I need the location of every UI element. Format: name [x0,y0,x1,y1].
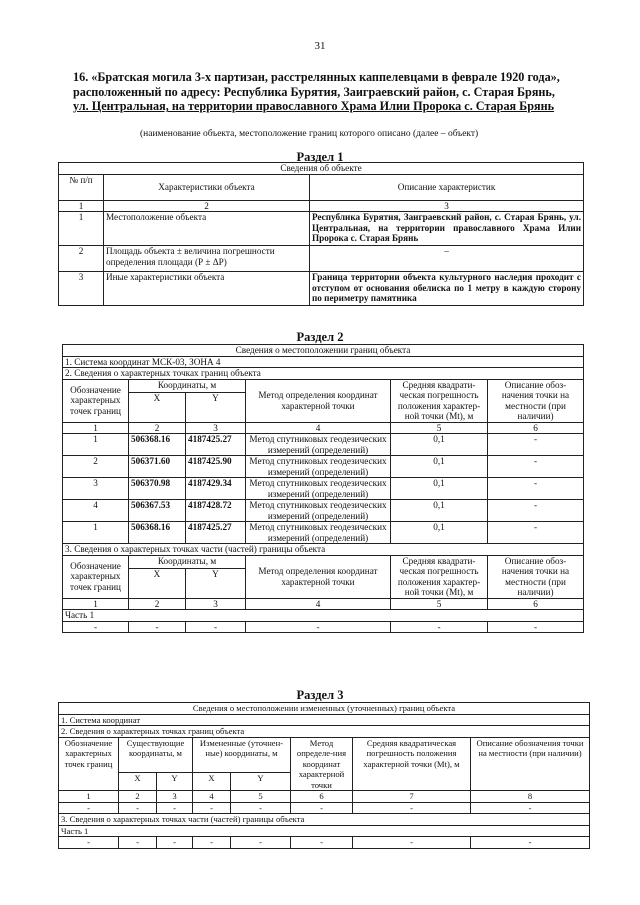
point-descr: - [488,456,584,478]
dash-cell: - [119,802,157,814]
point-x: 506371.60 [129,456,186,478]
s2-col-y: Y [186,392,246,422]
point-x: 506367.53 [129,500,186,522]
table-row [63,621,584,633]
point-descr: - [488,434,584,456]
s2p-idx: 2 [129,598,186,610]
s2p-idx: 5 [391,598,488,610]
s2p-col-coords: Координаты, м [129,555,246,568]
s3-idx: 3 [157,791,193,803]
point-y: 4187428.72 [186,500,246,522]
table-row [63,456,584,478]
s2-col-mt: Средняя квадрати-ческая погрешность положения характер-ной точки (Mt), м [391,379,488,422]
dash-cell: - [291,837,353,849]
point-mt: 0,1 [391,456,488,478]
point-id: 4 [63,500,129,522]
s2-idx: 5 [391,422,488,434]
s3-col-mt: Средняя квадратическая погрешность положения характерной точки (Mt), м [353,737,471,791]
dash-cell: - [193,837,231,849]
point-y: 4187429.34 [186,478,246,500]
s1-col-char: Характеристики объекта [104,174,310,200]
s2p-col-method: Метод определения координат характерной точки [246,555,391,598]
s3-part-label: Часть 1 [59,825,590,837]
s3-points-caption: 2. Сведения о характерных точках границ объекта [59,726,590,738]
s2-col-designation: Обозначение характерных точек границ [63,379,129,422]
point-x: 506368.16 [129,522,186,544]
point-descr: - [488,478,584,500]
point-mt: 0,1 [391,434,488,456]
point-method: Метод спутниковых геодезических измерений (определений) [246,456,391,478]
s3-idx: 2 [119,791,157,803]
point-mt: 0,1 [391,500,488,522]
s1-cell: Местоположение объекта [104,212,310,246]
s3-col-method: Метод определе-ния координат характерной точки [291,737,353,791]
table-row [59,212,584,246]
s3-idx: 8 [471,791,590,803]
s2p-idx: 4 [246,598,391,610]
s2-system: 1. Система координат МСК-03, ЗОНА 4 [63,356,584,368]
s2-col-x: X [129,392,186,422]
s2-col-descr: Описание обоз-начения точки на местности (при наличии) [488,379,584,422]
s1-idx: 2 [104,200,310,212]
dash-cell: - [353,802,471,814]
s2p-col-mt: Средняя квадрати-ческая погрешность положения характер-ной точки (Mt), м [391,555,488,598]
point-y: 4187425.27 [186,434,246,456]
s1-cell: Иные характеристики объекта [104,272,310,306]
s1-cell: 2 [59,246,104,272]
table-row [59,272,584,306]
table-row [59,802,590,814]
s1-cell: Граница территории объекта культурного наследия проходит с отступом от основания обелиска по 1 метру в каждую сторону по периметру памятника [310,272,584,306]
s3-col-y2: Y [231,772,291,790]
s1-cell: Республика Бурятия, Заиграевский район, с. Старая Брянь, ул. Центральная, на территории православного Храма Илии Пророка с. Старая Брянь [310,212,584,246]
dash-cell: - [59,802,119,814]
s3-col-y: Y [157,772,193,790]
dash-cell: - [119,837,157,849]
point-id: 1 [63,522,129,544]
s2p-col-descr: Описание обоз-начения точки на местности (при наличии) [488,555,584,598]
s2-col-method: Метод определения координат характерной точки [246,379,391,422]
dash-cell: - [471,837,590,849]
s3-idx: 5 [231,791,291,803]
dash-cell: - [488,621,584,633]
point-y: 4187425.27 [186,522,246,544]
dash-cell: - [59,837,119,849]
object-title [73,70,593,114]
s1-idx: 1 [59,200,104,212]
s1-col-num: № п/п [59,174,104,200]
s2-part-caption: 3. Сведения о характерных точках части (частей) границы объекта [63,544,584,556]
s3-col-designation: Обозначение характерных точек границ [59,737,119,791]
s3-idx: 1 [59,791,119,803]
dash-cell: - [471,802,590,814]
s2p-col-designation: Обозначение характерных точек границ [63,555,129,598]
s1-cell: – [310,246,584,272]
dash-cell: - [291,802,353,814]
s3-part-caption: 3. Сведения о характерных точках части (частей) границы объекта [59,814,590,826]
point-x: 506368.16 [129,434,186,456]
title-line-1: 16. «Братская могила 3-х партизан, расстрелянных каппелевцами в феврале 1920 года», [73,70,560,84]
s2p-col-x: X [129,568,186,598]
s1-cell: 3 [59,272,104,306]
point-mt: 0,1 [391,478,488,500]
dash-cell: - [157,837,193,849]
dash-cell: - [63,621,129,633]
s3-idx: 7 [353,791,471,803]
s3-idx: 4 [193,791,231,803]
table-row [63,500,584,522]
page-number: 31 [314,40,326,52]
title-line-2: расположенный по адресу: Республика Бурятия, Заиграевский район, с. Старая Брянь, [73,84,555,99]
table-row [63,522,584,544]
s3-idx: 6 [291,791,353,803]
s1-col-desc: Описание характеристик [310,174,584,200]
s2-idx: 3 [186,422,246,434]
s2p-idx: 1 [63,598,129,610]
dash-cell: - [231,837,291,849]
point-x: 506370.98 [129,478,186,500]
section3-table [58,702,590,849]
point-method: Метод спутниковых геодезических измерений (определений) [246,522,391,544]
point-method: Метод спутниковых геодезических измерений (определений) [246,478,391,500]
table-row [63,478,584,500]
s3-caption: Сведения о местоположении измененных (уточненных) границ объекта [59,703,590,715]
point-descr: - [488,522,584,544]
point-id: 2 [63,456,129,478]
s2p-col-y: Y [186,568,246,598]
section2-table [62,344,584,633]
s1-caption: Сведения об объекте [59,163,584,175]
s2p-idx: 6 [488,598,584,610]
s2-idx: 1 [63,422,129,434]
section2-heading: Раздел 2 [296,330,344,344]
dash-cell: - [231,802,291,814]
dash-cell: - [157,802,193,814]
dash-cell: - [353,837,471,849]
dash-cell: - [391,621,488,633]
s3-col-x2: X [193,772,231,790]
s1-idx: 3 [310,200,584,212]
point-id: 3 [63,478,129,500]
point-id: 1 [63,434,129,456]
dash-cell: - [246,621,391,633]
point-method: Метод спутниковых геодезических измерений (определений) [246,500,391,522]
s3-col-descr: Описание обозначения точки на местности (при наличии) [471,737,590,791]
point-descr: - [488,500,584,522]
s2-idx: 4 [246,422,391,434]
point-mt: 0,1 [391,522,488,544]
s2-idx: 6 [488,422,584,434]
s3-col-x: X [119,772,157,790]
s2-caption: Сведения о местоположении границ объекта [63,345,584,357]
title-line-3: ул. Центральная, на территории православного Храма Илии Пророка с. Старая Брянь [73,99,555,114]
table-row [59,837,590,849]
dash-cell: - [186,621,246,633]
point-y: 4187425.90 [186,456,246,478]
s3-col-existing: Существующие координаты, м [119,737,193,772]
s3-col-changed: Измененные (уточнен-ные) координаты, м [193,737,291,772]
s2p-idx: 3 [186,598,246,610]
table-row [59,246,584,272]
s2-points-caption: 2. Сведения о характерных точках границ объекта [63,368,584,380]
s2-idx: 2 [129,422,186,434]
table-row [63,434,584,456]
s1-cell: 1 [59,212,104,246]
s2-col-coords: Координаты, м [129,379,246,392]
s2-part-label: Часть 1 [63,610,584,622]
s3-system: 1. Система координат [59,714,590,726]
s1-cell: Площадь объекта ± величина погрешности определения площади (Р ± ΔР) [104,246,310,272]
point-method: Метод спутниковых геодезических измерений (определений) [246,434,391,456]
dash-cell: - [129,621,186,633]
section1-heading: Раздел 1 [296,150,344,164]
dash-cell: - [193,802,231,814]
section1-table [58,162,584,306]
section3-heading: Раздел 3 [296,688,344,702]
title-subtitle: (наименование объекта, местоположение границ которого описано (далее – объект) [140,129,479,139]
